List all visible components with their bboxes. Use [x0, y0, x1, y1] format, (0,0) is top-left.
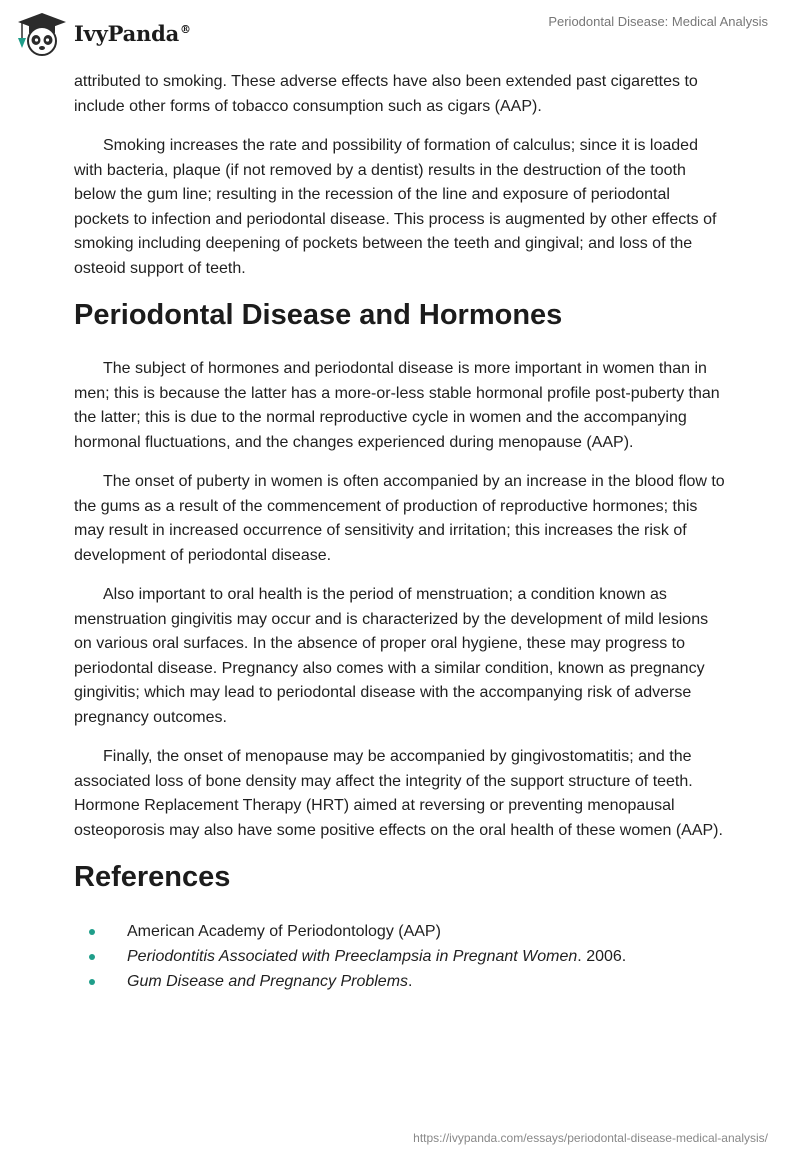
- ivypanda-logo[interactable]: [14, 8, 191, 58]
- reference-title: American Academy of Periodontology (AAP): [127, 923, 441, 940]
- menopause-paragraph: Finally, the onset of menopause may be accompanied by gingivostomatitis; and the associated loss of bone density may affect the integrity of the support structure of teeth. Hormone Replacement Therapy (HRT) aimed at reversing or preventing menopausal osteoporosis may also have some positive effects on the oral health of these women (AAP).: [74, 748, 723, 839]
- teal-dot-icon: [89, 929, 95, 935]
- reference-item: [74, 919, 728, 944]
- references-list: [74, 919, 728, 994]
- source-url-link[interactable]: https://ivypanda.com/essays/periodontal-disease-medical-analysis/: [413, 1131, 768, 1145]
- page-header: [0, 0, 800, 70]
- teal-dot-icon: [89, 954, 95, 960]
- reference-suffix: . 2006.: [577, 948, 627, 965]
- teal-dot-icon: [89, 979, 95, 985]
- hormones-heading: Periodontal Disease and Hormones: [74, 299, 563, 331]
- article-body: [74, 70, 728, 994]
- brand-name: IvyPanda®: [74, 20, 191, 46]
- references-heading: References: [74, 861, 231, 893]
- panda-graduation-cap-icon: [14, 8, 70, 58]
- reference-item: [74, 944, 728, 969]
- document-title: Periodontal Disease: Medical Analysis: [548, 14, 768, 29]
- reference-item: [74, 969, 728, 994]
- reference-suffix: .: [408, 973, 413, 990]
- reference-title: Periodontitis Associated with Preeclampsia in Pregnant Women: [127, 948, 578, 965]
- reference-title: Gum Disease and Pregnancy Problems: [127, 973, 409, 990]
- puberty-paragraph: The onset of puberty in women is often accompanied by an increase in the blood flow to the gums as a result of the commencement of production of reproductive hormones; this may result in increased occurrence of sensitivity and irritation; this increases the risk of development of periodontal disease.: [74, 473, 725, 564]
- menstruation-paragraph: Also important to oral health is the period of menstruation; a condition known as menstruation gingivitis may occur and is characterized by the development of mild lesions on various oral surfaces. In the absence of proper oral hygiene, these may progress to periodontal disease. Pregnancy also comes with a similar condition, known as pregnancy gingivitis; which may lead to periodontal disease with the accompanying risk of adverse pregnancy outcomes.: [74, 586, 709, 726]
- intro-paragraph: attributed to smoking. These adverse effects have also been extended past cigarettes to include other forms of tobacco consumption such as cigars (AAP).: [74, 73, 698, 115]
- smoking-paragraph: Smoking increases the rate and possibility of formation of calculus; since it is loaded with bacteria, plaque (if not removed by a dentist) results in the destruction of the tooth below the gum line; resulting in the recession of the line and exposure of periodontal pockets to infection and periodontal disease. This process is augmented by other effects of smoking including deepening of pockets between the teeth and gingival; and loss of the osteoid support of teeth.: [74, 137, 717, 277]
- hormones-paragraph: The subject of hormones and periodontal disease is more important in women than in men; this is because the latter has a more-or-less stable hormonal profile post-puberty than the latter; this is due to the normal reproductive cycle in women and the accompanying hormonal fluctuations, and the changes experienced during menopause (AAP).: [74, 360, 720, 451]
